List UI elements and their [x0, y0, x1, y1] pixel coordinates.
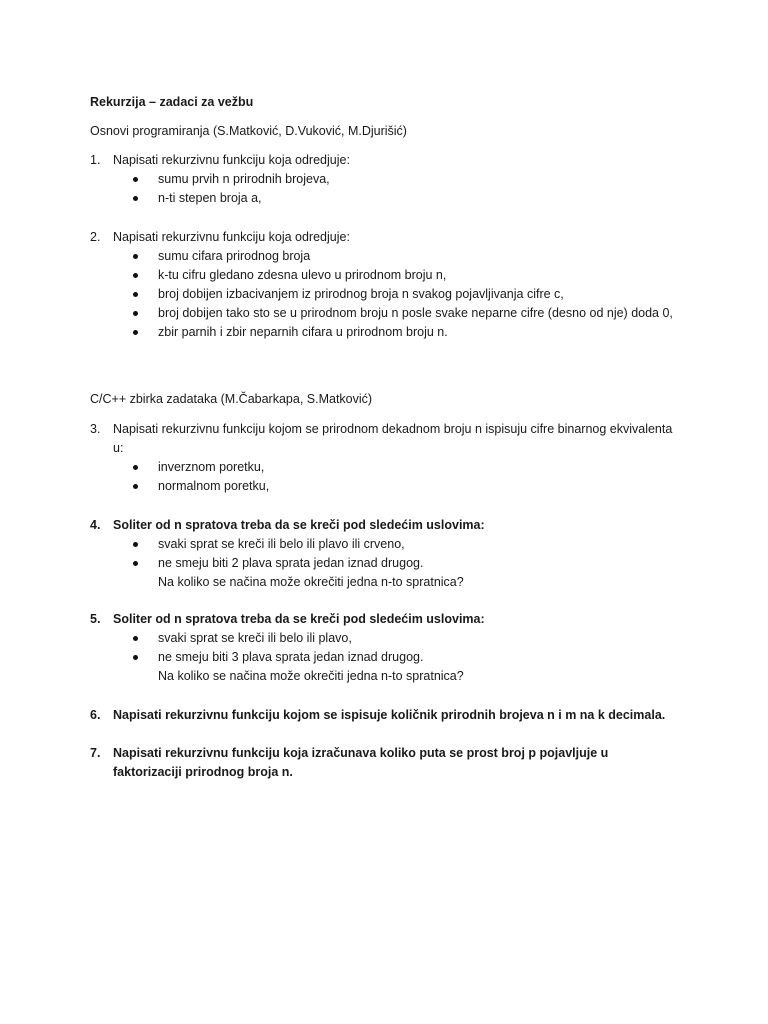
bullet-icon [133, 311, 138, 316]
task-bullet-list [158, 458, 680, 496]
task-text: Napisati rekurzivnu funkciju koja odredjuje: [113, 230, 350, 244]
task-bullet-list [158, 535, 680, 573]
bullet-icon [133, 254, 138, 259]
task-number: 7. [90, 746, 101, 760]
task-number: 1. [90, 153, 101, 167]
task-number: 3. [90, 422, 101, 436]
task-3 [90, 420, 680, 496]
list-item: n-ti stepen broja a, [158, 189, 680, 208]
task-4 [90, 516, 680, 592]
task-question: Na koliko se načina može okrečiti jedna n-to spratnica? [158, 669, 464, 683]
list-item: svaki sprat se kreči ili belo ili plavo, [158, 629, 680, 648]
task-text: Napisati rekurzivnu funkciju koja odredjuje: [113, 153, 350, 167]
list-item: ne smeju biti 2 plava sprata jedan iznad drugog. [158, 554, 680, 573]
task-text: Napisati rekurzivnu funkciju kojom se ispisuje količnik prirodnih brojeva n i m na k decimala. [113, 708, 666, 722]
list-item: sumu cifara prirodnog broja [158, 247, 680, 266]
section-heading-osnovi: Osnovi programiranja (S.Matković, D.Vuković, M.Djurišić) [90, 124, 407, 138]
section-heading-cpp: C/C++ zbirka zadataka (M.Čabarkapa, S.Matković) [90, 392, 373, 406]
task-6 [90, 706, 680, 725]
bullet-icon [133, 273, 138, 278]
bullet-icon [133, 465, 138, 470]
task-7 [90, 744, 680, 782]
task-text: Napisati rekurzivnu funkciju koja izračunava koliko puta se prost broj p pojavljuje u faktorizaciji prirodnog broja n. [113, 746, 609, 779]
task-text: Napisati rekurzivnu funkciju kojom se prirodnom dekadnom broju n ispisuju cifre binarnog ekvivalenta u: [113, 422, 673, 455]
list-item: sumu prvih n prirodnih brojeva, [158, 170, 680, 189]
list-item: normalnom poretku, [158, 477, 680, 496]
bullet-icon [133, 484, 138, 489]
task-number: 4. [90, 518, 101, 532]
bullet-icon [133, 636, 138, 641]
task-text: Soliter od n spratova treba da se kreči pod sledećim uslovima: [113, 612, 485, 626]
task-5 [90, 610, 680, 686]
task-2 [90, 228, 680, 342]
bullet-icon [133, 655, 138, 660]
list-item: svaki sprat se kreči ili belo ili plavo ili crveno, [158, 535, 680, 554]
task-bullet-list [158, 170, 680, 208]
list-item: broj dobijen tako sto se u prirodnom broju n posle svake neparne cifre (desno od nje) doda 0, [158, 304, 680, 323]
bullet-icon [133, 330, 138, 335]
list-item: inverznom poretku, [158, 458, 680, 477]
task-number: 5. [90, 612, 101, 626]
bullet-icon [133, 196, 138, 201]
task-1 [90, 151, 680, 208]
list-item: zbir parnih i zbir neparnih cifara u prirodnom broju n. [158, 323, 680, 342]
task-question: Na koliko se načina može okrečiti jedna n-to spratnica? [158, 575, 464, 589]
bullet-icon [133, 561, 138, 566]
bullet-icon [133, 292, 138, 297]
list-item: ne smeju biti 3 plava sprata jedan iznad drugog. [158, 648, 680, 667]
list-item: k-tu cifru gledano zdesna ulevo u prirodnom broju n, [158, 266, 680, 285]
task-number: 2. [90, 230, 101, 244]
task-bullet-list [158, 629, 680, 667]
list-item: broj dobijen izbacivanjem iz prirodnog broja n svakog pojavljivanja cifre c, [158, 285, 680, 304]
bullet-icon [133, 177, 138, 182]
bullet-icon [133, 542, 138, 547]
task-bullet-list [158, 247, 680, 342]
document-title: Rekurzija – zadaci za vežbu [90, 95, 254, 109]
task-number: 6. [90, 708, 101, 722]
task-text: Soliter od n spratova treba da se kreči pod sledećim uslovima: [113, 518, 485, 532]
